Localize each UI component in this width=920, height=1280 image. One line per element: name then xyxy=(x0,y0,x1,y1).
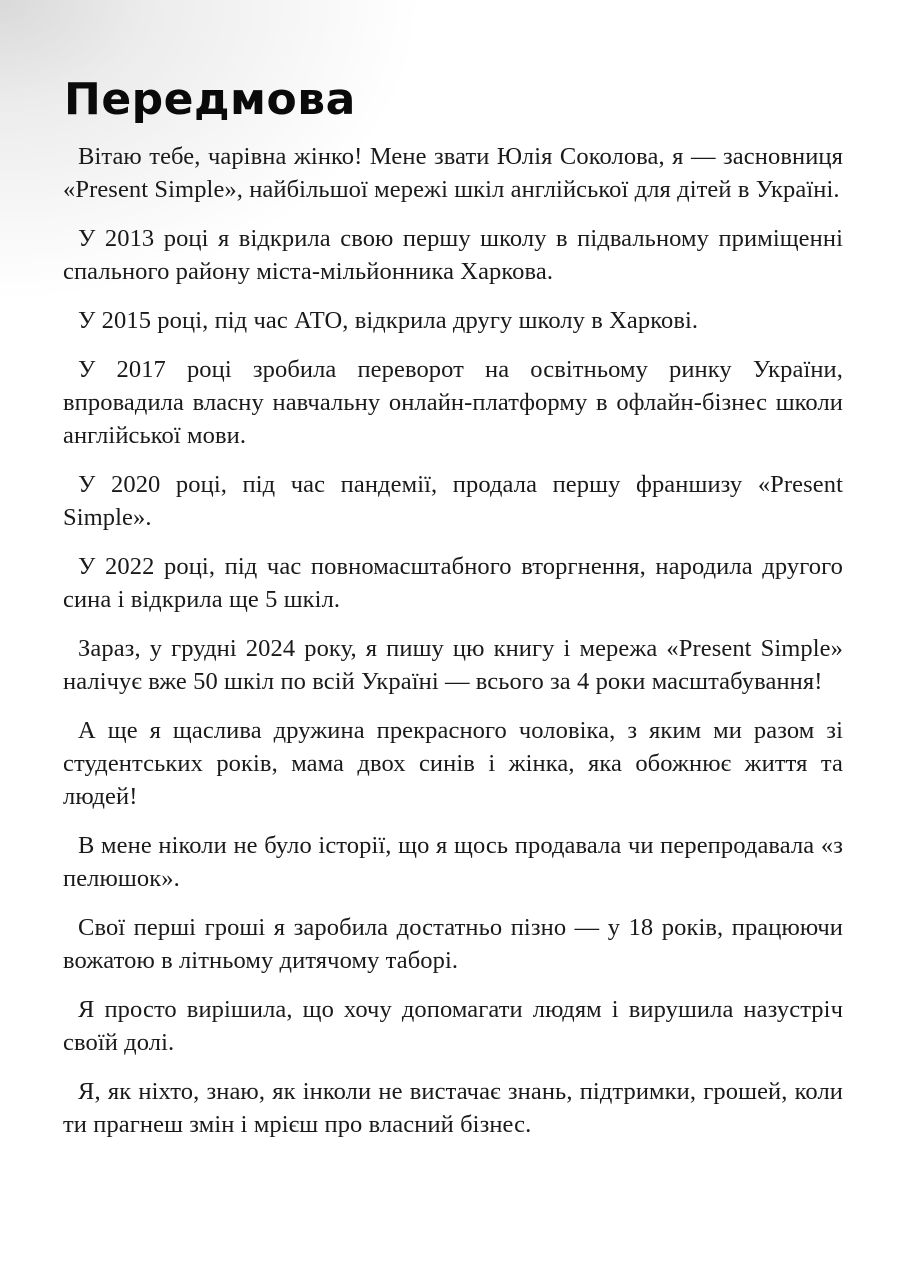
paragraph-2022: У 2022 році, під час повномасштабного вторгнення, народила другого сина і відкрила ще 5 шкіл. xyxy=(63,553,843,613)
page-body xyxy=(63,140,843,1157)
paragraph-first-money: Свої перші гроші я заробила достатньо пізно — у 18 років, працюючи вожатою в літньому дитячому таборі. xyxy=(63,914,843,974)
paragraph-empathy: Я, як ніхто, знаю, як інколи не вистачає знань, підтримки, грошей, коли ти прагнеш змін і мрієш про власний бізнес. xyxy=(63,1078,843,1138)
paragraph-decision: Я просто вирішила, що хочу допомагати людям і вирушила назустріч своїй долі. xyxy=(63,996,843,1056)
paragraph-greeting: Вітаю тебе, чарівна жінко! Мене звати Юлія Соколова, я — засновниця «Present Simple», найбільшої мережі шкіл англійської для дітей в Україні. xyxy=(63,143,843,203)
paragraph-2017: У 2017 році зробила переворот на освітньому ринку України, впровадила власну навчальну онлайн-платформу в офлайн-бізнес школи англійської мови. xyxy=(63,356,843,449)
paragraph-2020: У 2020 році, під час пандемії, продала першу франшизу «Present Simple». xyxy=(63,471,843,531)
page-title: Передмова xyxy=(64,74,356,125)
paragraph-2024: Зараз, у грудні 2024 року, я пишу цю книгу і мережа «Present Simple» налічує вже 50 шкіл по всій Україні — всього за 4 роки масштабування! xyxy=(63,635,843,695)
paragraph-no-sales-history: В мене ніколи не було історії, що я щось продавала чи перепродавала «з пелюшок». xyxy=(63,832,843,892)
paragraph-family: А ще я щаслива дружина прекрасного чоловіка, з яким ми разом зі студентських років, мама двох синів і жінка, яка обожнює життя та людей! xyxy=(63,717,843,810)
paragraph-2015: У 2015 році, під час АТО, відкрила другу школу в Харкові. xyxy=(78,307,699,334)
paragraph-2013: У 2013 році я відкрила свою першу школу в підвальному приміщенні спального району міста-мільйонника Харкова. xyxy=(63,225,843,285)
